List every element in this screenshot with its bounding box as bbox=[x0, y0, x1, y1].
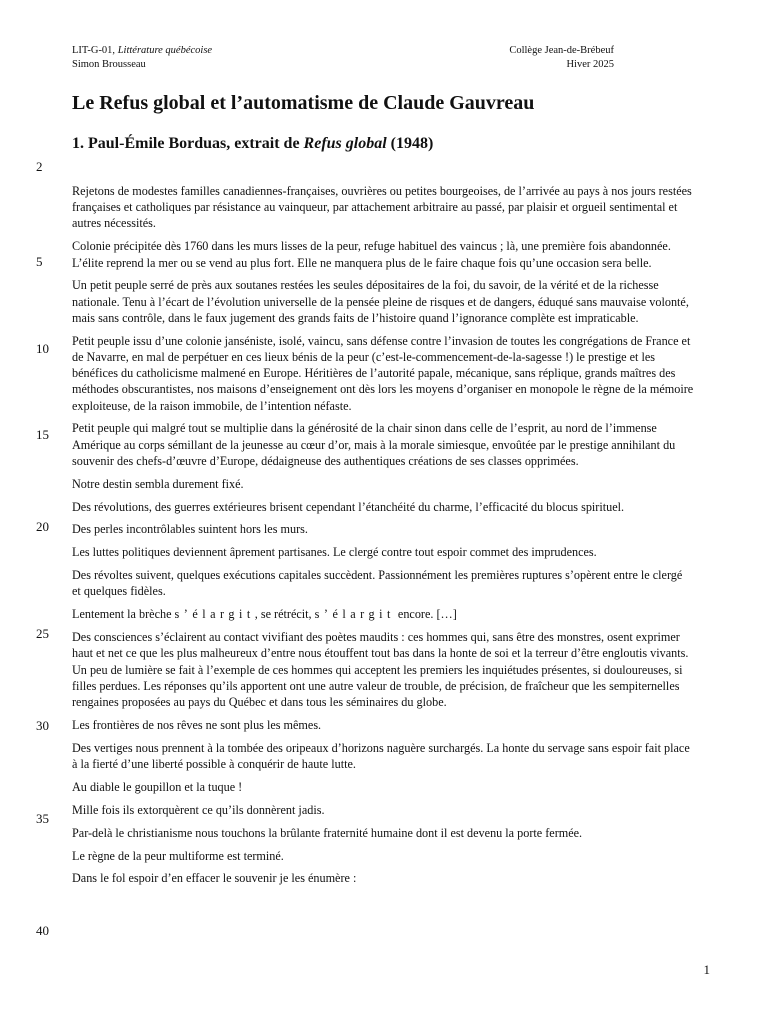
paragraph: Des vertiges nous prennent à la tombée des oripeaux d’horizons naguère surchargés. La honte du servage sans espoir fait place à la fierté d’une liberté possible à conquérir de haute lutte. bbox=[72, 740, 690, 772]
paragraph: Les luttes politiques deviennent âprement partisanes. Le clergé contre tout espoir commet des imprudences. bbox=[72, 545, 597, 560]
paragraph: Au diable le goupillon et la tuque ! bbox=[72, 779, 243, 794]
paragraph: Des consciences s’éclairent au contact vivifiant des poètes maudits : ces hommes qui, sans être des monstres, osent exprimer haut et net ce que les plus malheureux d’entre nous étouffent tout bas dans la honte de soi et la terreur d’être engloutis vivants. Un peu de lumière se fait à l’exemple de ces hommes qui acceptent les premiers les inquiétudes présentes, si douloureuses, si filles perdues. Les réponses qu’ils apportent ont une autre valeur de trouble, de précision, de fraîcheur que les sempiternelles rengaines proposées au pays du Québec et dans tous les séminaires du globe. bbox=[72, 630, 689, 710]
author: Simon Brousseau bbox=[72, 59, 146, 70]
course-line bbox=[72, 44, 212, 58]
paragraph: Des révolutions, des guerres extérieures brisent cependant l’étanchéité du charme, l’efficacité du blocus spirituel. bbox=[72, 499, 625, 514]
line-number: 35 bbox=[36, 811, 49, 826]
line-number: 2 bbox=[36, 159, 43, 174]
document-title: Le Refus global et l’automatisme de Claude Gauvreau bbox=[72, 92, 535, 114]
line-number: 15 bbox=[36, 427, 49, 442]
paragraph: Dans le fol espoir d’en effacer le souvenir je les énumère : bbox=[72, 871, 357, 886]
paragraph: Rejetons de modestes familles canadiennes-françaises, ouvrières ou petites bourgeoises, de l’arrivée au pays à nos jours restées françaises et catholiques par résistance au vainqueur, par attachement arbitraire au passé, par plaisir et orgueil sentimental et autres nécessités. bbox=[72, 184, 692, 231]
line-number: 20 bbox=[36, 519, 49, 534]
spaced-word: s’élargit bbox=[314, 607, 395, 622]
paragraph: Les frontières de nos rêves ne sont plus les mêmes. bbox=[72, 717, 322, 732]
paragraph: Petit peuple issu d’une colonie janséniste, isolé, vaincu, sans défense contre l’invasion de toutes les congrégations de France et de Navarre, en mal de perpétuer en ces lieux bénis de la peur (c’est-le-commencement-de-la-sagesse !) le prestige et les bénéfices du catholicisme malmené en Europe. Héritières de l’autorité papale, mécanique, sans réplique, grands maîtres des méthodes obscurantistes, nos maisons d’enseignement ont dès lors les moyens d’organiser en monopole le règne de la mémoire exploiteuse, de la raison immobile, de l’intention néfaste. bbox=[72, 333, 694, 413]
line-number: 5 bbox=[36, 254, 43, 269]
term: Hiver 2025 bbox=[566, 59, 614, 70]
course-title: Littérature québécoise bbox=[117, 45, 213, 56]
breach-middle: , se rétrécit, bbox=[254, 607, 315, 622]
paragraph: Colonie précipitée dès 1760 dans les murs lisses de la peur, refuge habituel des vaincus ; là, une première fois abandonnée. L’élite reprend la mer ou se vend au plus fort. Elle ne manquera plus de le faire chaque fois qu’une occasion sera belle. bbox=[72, 239, 671, 270]
line-number: 30 bbox=[36, 718, 49, 733]
paragraph: Le règne de la peur multiforme est terminé. bbox=[72, 848, 284, 863]
spaced-word: s’élargit bbox=[174, 607, 255, 622]
header-right bbox=[509, 44, 614, 72]
paragraph: Par-delà le christianisme nous touchons la brûlante fraternité humaine dont il est devenu la porte fermée. bbox=[72, 825, 583, 840]
paragraph: Des révoltes suivent, quelques exécutions capitales succèdent. Passionnément les premières ruptures s’opèrent entre le clergé et quelques fidèles. bbox=[72, 568, 683, 599]
breach-start: Lentement la brèche bbox=[72, 607, 175, 622]
line-number: 10 bbox=[36, 341, 49, 356]
paragraph: Un petit peuple serré de près aux soutanes restées les seules dépositaires de la foi, du savoir, de la vérité et de la richesse nationale. Tenu à l’écart de l’évolution universelle de la pensée pleine de risques et de dangers, éduqué sans mauvaise volonté, mais sans contrôle, dans le faux jugement des grands faits de l’histoire quand l’ignorance complète est impraticable. bbox=[72, 278, 689, 325]
breach-paragraph bbox=[72, 606, 694, 622]
paragraph: Mille fois ils extorquèrent ce qu’ils donnèrent jadis. bbox=[72, 802, 325, 817]
page-number: 1 bbox=[703, 962, 710, 977]
course-code: LIT-G-01, bbox=[72, 45, 118, 56]
paragraph: Des perles incontrôlables suintent hors les murs. bbox=[72, 522, 308, 537]
breach-end: encore. […] bbox=[394, 607, 457, 622]
section-heading bbox=[72, 135, 433, 153]
paragraph: Notre destin sembla durement fixé. bbox=[72, 476, 244, 491]
section-work-title: Refus global bbox=[303, 135, 387, 152]
line-number: 25 bbox=[36, 626, 49, 641]
section-year: (1948) bbox=[386, 135, 434, 152]
excerpt-text bbox=[72, 183, 694, 893]
line-number: 40 bbox=[36, 923, 49, 938]
header-left bbox=[72, 44, 212, 72]
paragraph: Petit peuple qui malgré tout se multiplie dans la générosité de la chair sinon dans celle de l’esprit, au nord de l’immense Amérique au corps sémillant de la jeunesse au cœur d’or, mais à la morale simiesque, envoûtée par le prestige annihilant du souvenir des chefs-d’œuvre d’Europe, dédaigneuse des authentiques créations de ses classes opprimées. bbox=[72, 421, 676, 468]
institution: Collège Jean-de-Brébeuf bbox=[509, 45, 614, 56]
section-prefix: 1. Paul-Émile Borduas, extrait de bbox=[72, 135, 304, 152]
